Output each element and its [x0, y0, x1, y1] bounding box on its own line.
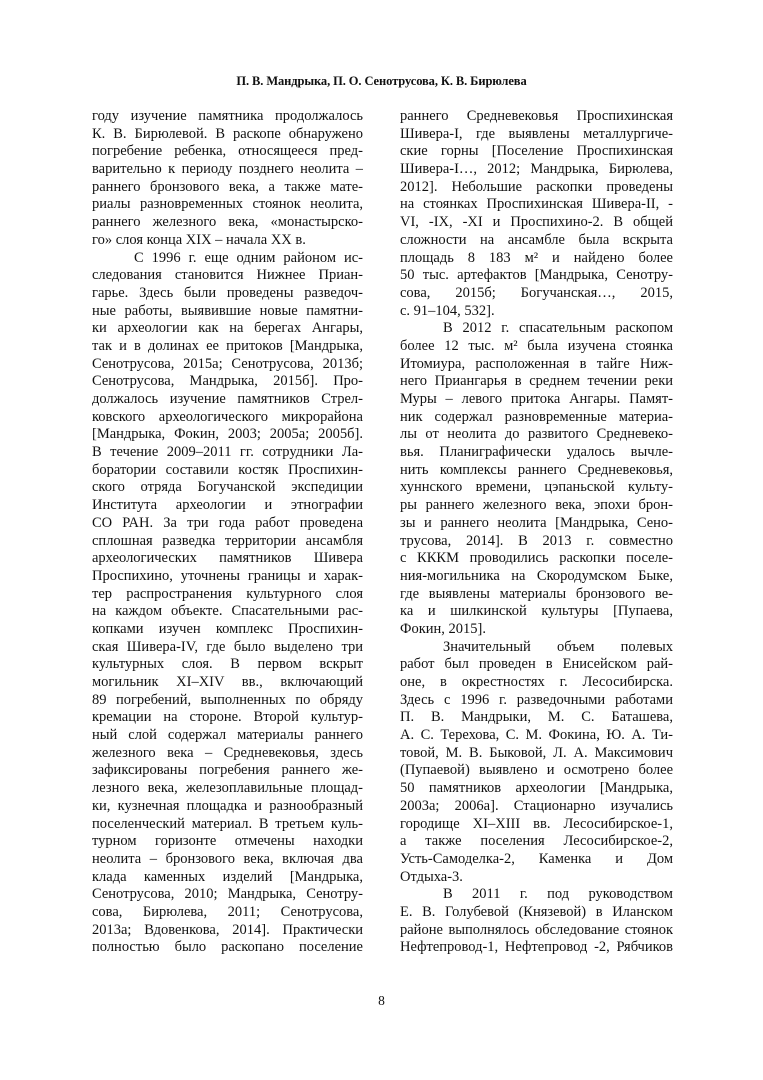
text-line: зафиксированы погребения раннего же- [92, 762, 363, 779]
text-line: с КККМ проводились раскопки поселе- [400, 550, 673, 567]
text-line: хуннского времени, цэпаньской культу- [400, 479, 673, 496]
text-line: ковского археологического микрорайона [92, 408, 363, 425]
text-line: раннего Средневековья Проспихинская [400, 108, 673, 124]
text-line: К. В. Бирюлевой. В раскопе обнаружено [92, 125, 363, 142]
text-line: культурных слоя. В первом вскрыт [92, 656, 363, 673]
text-line: Усть-Самоделка-2, Каменка и Дом [400, 850, 673, 867]
text-line: на каждом объекте. Спасательными рас- [92, 603, 363, 620]
paragraph-last-line: Отдыха-3. [400, 868, 463, 885]
text-line: Итомиура, расположенная в тайге Ниж- [400, 355, 673, 372]
text-line: лезного века, железоплавильные площад- [92, 780, 363, 797]
text-line: ского отряда Богучанской экспедиции [92, 479, 363, 496]
text-line: лы от неолита до развитого Средневеко- [400, 426, 673, 443]
text-line: году изучение памятника продолжалось [92, 108, 363, 124]
text-line: П. В. Мандрыки, М. С. Баташева, [400, 709, 673, 726]
text-line: Шивера-I, где выявлены металлургиче- [400, 125, 673, 142]
text-line: сложности на ансамбле была вскрыта [400, 231, 673, 248]
text-line: зы и раннего неолита [Мандрыка, Сено- [400, 514, 673, 531]
text-line: сова, Бирюлева, 2011; Сенотрусова, [92, 903, 363, 920]
paragraph-first-line: В 2012 г. спасательным раскопом [443, 320, 673, 337]
text-line: следования становится Нижнее Приан- [92, 267, 363, 284]
text-line: поселенческий материал. В третьем куль- [92, 815, 363, 832]
text-line: турном горизонте отмечены находки [92, 833, 363, 850]
paragraph-last-line: с. 91–104, 532]. [400, 302, 495, 319]
text-line: сплошная разведка территории ансамбля [92, 532, 363, 549]
text-line: ки, кузнечная площадка и разнообразный [92, 797, 363, 814]
text-line: ник содержал разновременные материа- [400, 408, 673, 425]
text-line: 50 тыс. артефактов [Мандрыка, Сенотру- [400, 267, 673, 284]
text-line: где выявлены материалы бронзового ве- [400, 585, 673, 602]
text-line: 2013а; Вдовенкова, 2014]. Практически [92, 921, 363, 938]
text-line: Муры – левого притока Ангары. Памят- [400, 391, 673, 407]
text-line: Сенотрусова, Мандрыка, 2015б]. Про- [92, 373, 363, 390]
text-line: кремации на стороне. Второй культур- [92, 709, 363, 726]
text-line: копками изучен комплекс Проспихин- [92, 620, 363, 637]
text-line: ния-могильника на Скородумском Быке, [400, 567, 673, 584]
text-line: полностью было раскопано поселение [92, 939, 363, 956]
text-line: Сенотрусова, 2015а; Сенотрусова, 2013б; [92, 355, 363, 372]
text-line: 2012]. Небольшие раскопки проведены [400, 178, 673, 195]
text-line: погребение ребенка, относящееся пред- [92, 143, 363, 160]
text-line: тер распространения культурного слоя [92, 585, 363, 602]
text-line: а также поселения Лесосибирское-2, [400, 833, 673, 850]
text-line: 50 памятников археологии [Мандрыка, [400, 780, 673, 797]
text-line: него Приангарья в среднем течении реки [400, 373, 673, 390]
text-line: более 12 тыс. м² была изучена стоянка [400, 337, 673, 354]
text-line: Е. В. Голубевой (Князевой) в Иланском [400, 903, 673, 920]
text-line: раннего бронзового века, а также мате- [92, 178, 363, 195]
text-line: ская Шивера-IV, где было выделено три [92, 638, 363, 655]
paragraph-last-line: Фокин, 2015]. [400, 620, 486, 637]
text-line: В течение 2009–2011 гг. сотрудники Ла- [92, 444, 363, 461]
text-line: должалось изучение памятников Стрел- [92, 391, 363, 407]
text-line: Института археологии и этнографии [92, 497, 363, 514]
text-line: 2003а; 2006а]. Стационарно изучались [400, 797, 673, 814]
text-line: ный слой содержал материалы раннего [92, 727, 363, 744]
text-line: ки археологии как на берегах Ангары, [92, 320, 363, 337]
text-line: сова, 2015б; Богучанская…, 2015, [400, 284, 673, 301]
text-line: товой, М. В. Быковой, Л. А. Максимович [400, 744, 673, 761]
paragraph-first-line: В 2011 г. под руководством [443, 886, 673, 903]
text-line: на стоянках Проспихинская Шивера-II, - [400, 196, 673, 213]
text-line: ские горны [Поселение Проспихинская [400, 143, 673, 160]
text-line: так и в долинах ее притоков [Мандрыка, [92, 337, 363, 354]
left-column [92, 108, 363, 957]
text-line: раннего железного века, «монастырско- [92, 214, 363, 231]
text-line: неолита – бронзового века, включая два [92, 850, 363, 867]
text-line: трусова, 2014]. В 2013 г. совместно [400, 532, 673, 549]
text-line: районе выполнялось обследование стоянок [400, 921, 673, 938]
text-line: ры раннего железного века, эпохи брон- [400, 497, 673, 514]
text-line: Нефтепровод-1, Нефтепровод -2, Рябчиков [400, 939, 673, 956]
text-line: А. С. Терехова, С. М. Фокина, Ю. А. Ти- [400, 727, 673, 744]
text-line: гарье. Здесь были проведены разведоч- [92, 284, 363, 301]
text-line: [Мандрыка, Фокин, 2003; 2005а; 2005б]. [92, 426, 363, 443]
paragraph-first-line: Значительный объем полевых [443, 638, 673, 655]
text-line: могильник XI–XIV вв., включающий [92, 674, 363, 690]
text-line: Проспихино, уточнены границы и харак- [92, 567, 363, 584]
text-line: вья. Планиграфически удалось вычле- [400, 444, 673, 461]
text-line: Здесь с 1996 г. разведочными работами [400, 691, 673, 708]
text-line: городище XI–XIII вв. Лесосибирское-1, [400, 815, 673, 832]
text-line: VI, -IX, -XI и Проспихино-2. В общей [400, 214, 673, 231]
paragraph-first-line: С 1996 г. еще одним районом ис- [134, 249, 363, 266]
text-line: варительно к периоду позднего неолита – [92, 161, 363, 178]
text-line: боратории составили костяк Проспихин- [92, 461, 363, 478]
text-line: Сенотрусова, 2010; Мандрыка, Сенотру- [92, 886, 363, 903]
text-line: железного века – Средневековья, здесь [92, 744, 363, 761]
running-title: П. В. Мандрыка, П. О. Сенотрусова, К. В. Бирюлева [236, 74, 527, 88]
text-line: ка и шилкинской культуры [Пупаева, [400, 603, 673, 620]
text-line: нить комплексы раннего Средневековья, [400, 461, 673, 478]
text-line: ные работы, выявившие новые памятни- [92, 302, 363, 319]
text-line: работ был проведен в Енисейском рай- [400, 656, 673, 673]
right-column [400, 108, 673, 957]
text-line: риалы разновременных стоянок неолита, [92, 196, 363, 213]
text-line: Шивера-I…, 2012; Мандрыка, Бирюлева, [400, 161, 673, 178]
text-line: клада каменных изделий [Мандрыка, [92, 868, 363, 885]
text-line: (Пупаевой) выявлено и осмотрено более [400, 762, 673, 779]
paragraph-last-line: го» слоя конца XIX – начала XX в. [92, 231, 306, 248]
text-line: археологических памятников Шивера [92, 550, 363, 567]
text-line: оне, в окрестностях г. Лесосибирска. [400, 674, 673, 690]
text-line: площадь 8 183 м² и найдено более [400, 249, 673, 266]
text-line: СО РАН. За три года работ проведена [92, 514, 363, 531]
page-number: 8 [378, 993, 385, 1008]
text-line: 89 погребений, выполненных по обряду [92, 691, 363, 708]
